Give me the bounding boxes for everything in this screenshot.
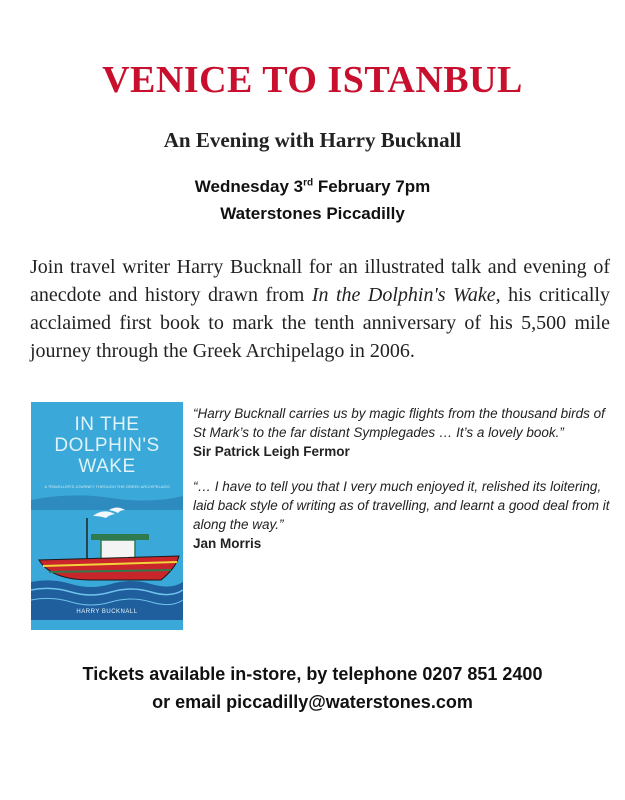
- review-quotes: [193, 404, 613, 569]
- event-details: [0, 173, 625, 227]
- ticket-info: [0, 660, 625, 716]
- description-rest: , his critically acclaimed first book to mark the tenth anniversary of his 5,500 mile journey through the Greek Archipelago in 2006.: [30, 284, 610, 362]
- date-ordinal: rd: [303, 177, 314, 189]
- review-quote: [193, 477, 613, 553]
- date-month-time: February 7pm: [313, 177, 431, 196]
- description-intro: Join travel writer Harry Bucknall for an illustrated talk and evening of anecdote and history drawn from: [30, 256, 610, 306]
- event-title: VENICE TO ISTANBUL: [102, 59, 523, 101]
- cover-title-line: WAKE: [78, 456, 136, 477]
- ticket-line: or email piccadilly@waterstones.com: [152, 692, 473, 712]
- cover-title: [31, 414, 183, 477]
- book-title: In the Dolphin's Wake: [311, 284, 496, 306]
- cover-author: HARRY BUCKNALL: [76, 609, 138, 615]
- ticket-line: Tickets available in-store, by telephone 0207 851 2400: [82, 664, 543, 684]
- event-subtitle: An Evening with Harry Bucknall: [163, 128, 462, 152]
- distant-hills: [31, 495, 183, 510]
- event-venue: Waterstones Piccadilly: [220, 204, 405, 223]
- book-cover: [31, 402, 183, 630]
- event-date: [0, 173, 625, 200]
- review-quote: [193, 404, 613, 461]
- quote-text: “… I have to tell you that I very much enjoyed it, relished its loitering, laid back style of writing as of travelling, and learnt a good deal from it along the way.”: [193, 479, 610, 532]
- boat-hull: [39, 556, 179, 580]
- quote-author: Jan Morris: [193, 536, 262, 551]
- cover-title-line: IN THE: [74, 414, 140, 435]
- quote-text: “Harry Bucknall carries us by magic flights from the thousand birds of St Mark’s to the far distant Symplegades … It’s a lovely book.”: [193, 406, 605, 440]
- event-description: [30, 253, 610, 365]
- dolphin-icon: [93, 511, 115, 518]
- cover-subtitle: A TRAVELLER'S JOURNEY THROUGH THE GREEK ARCHIPELAGO: [44, 484, 170, 489]
- boat-canopy: [91, 534, 149, 540]
- cover-title-line: DOLPHIN'S: [54, 435, 160, 456]
- quote-author: Sir Patrick Leigh Fermor: [193, 444, 350, 459]
- date-day: Wednesday 3: [194, 177, 304, 196]
- cover-illustration: [31, 490, 183, 620]
